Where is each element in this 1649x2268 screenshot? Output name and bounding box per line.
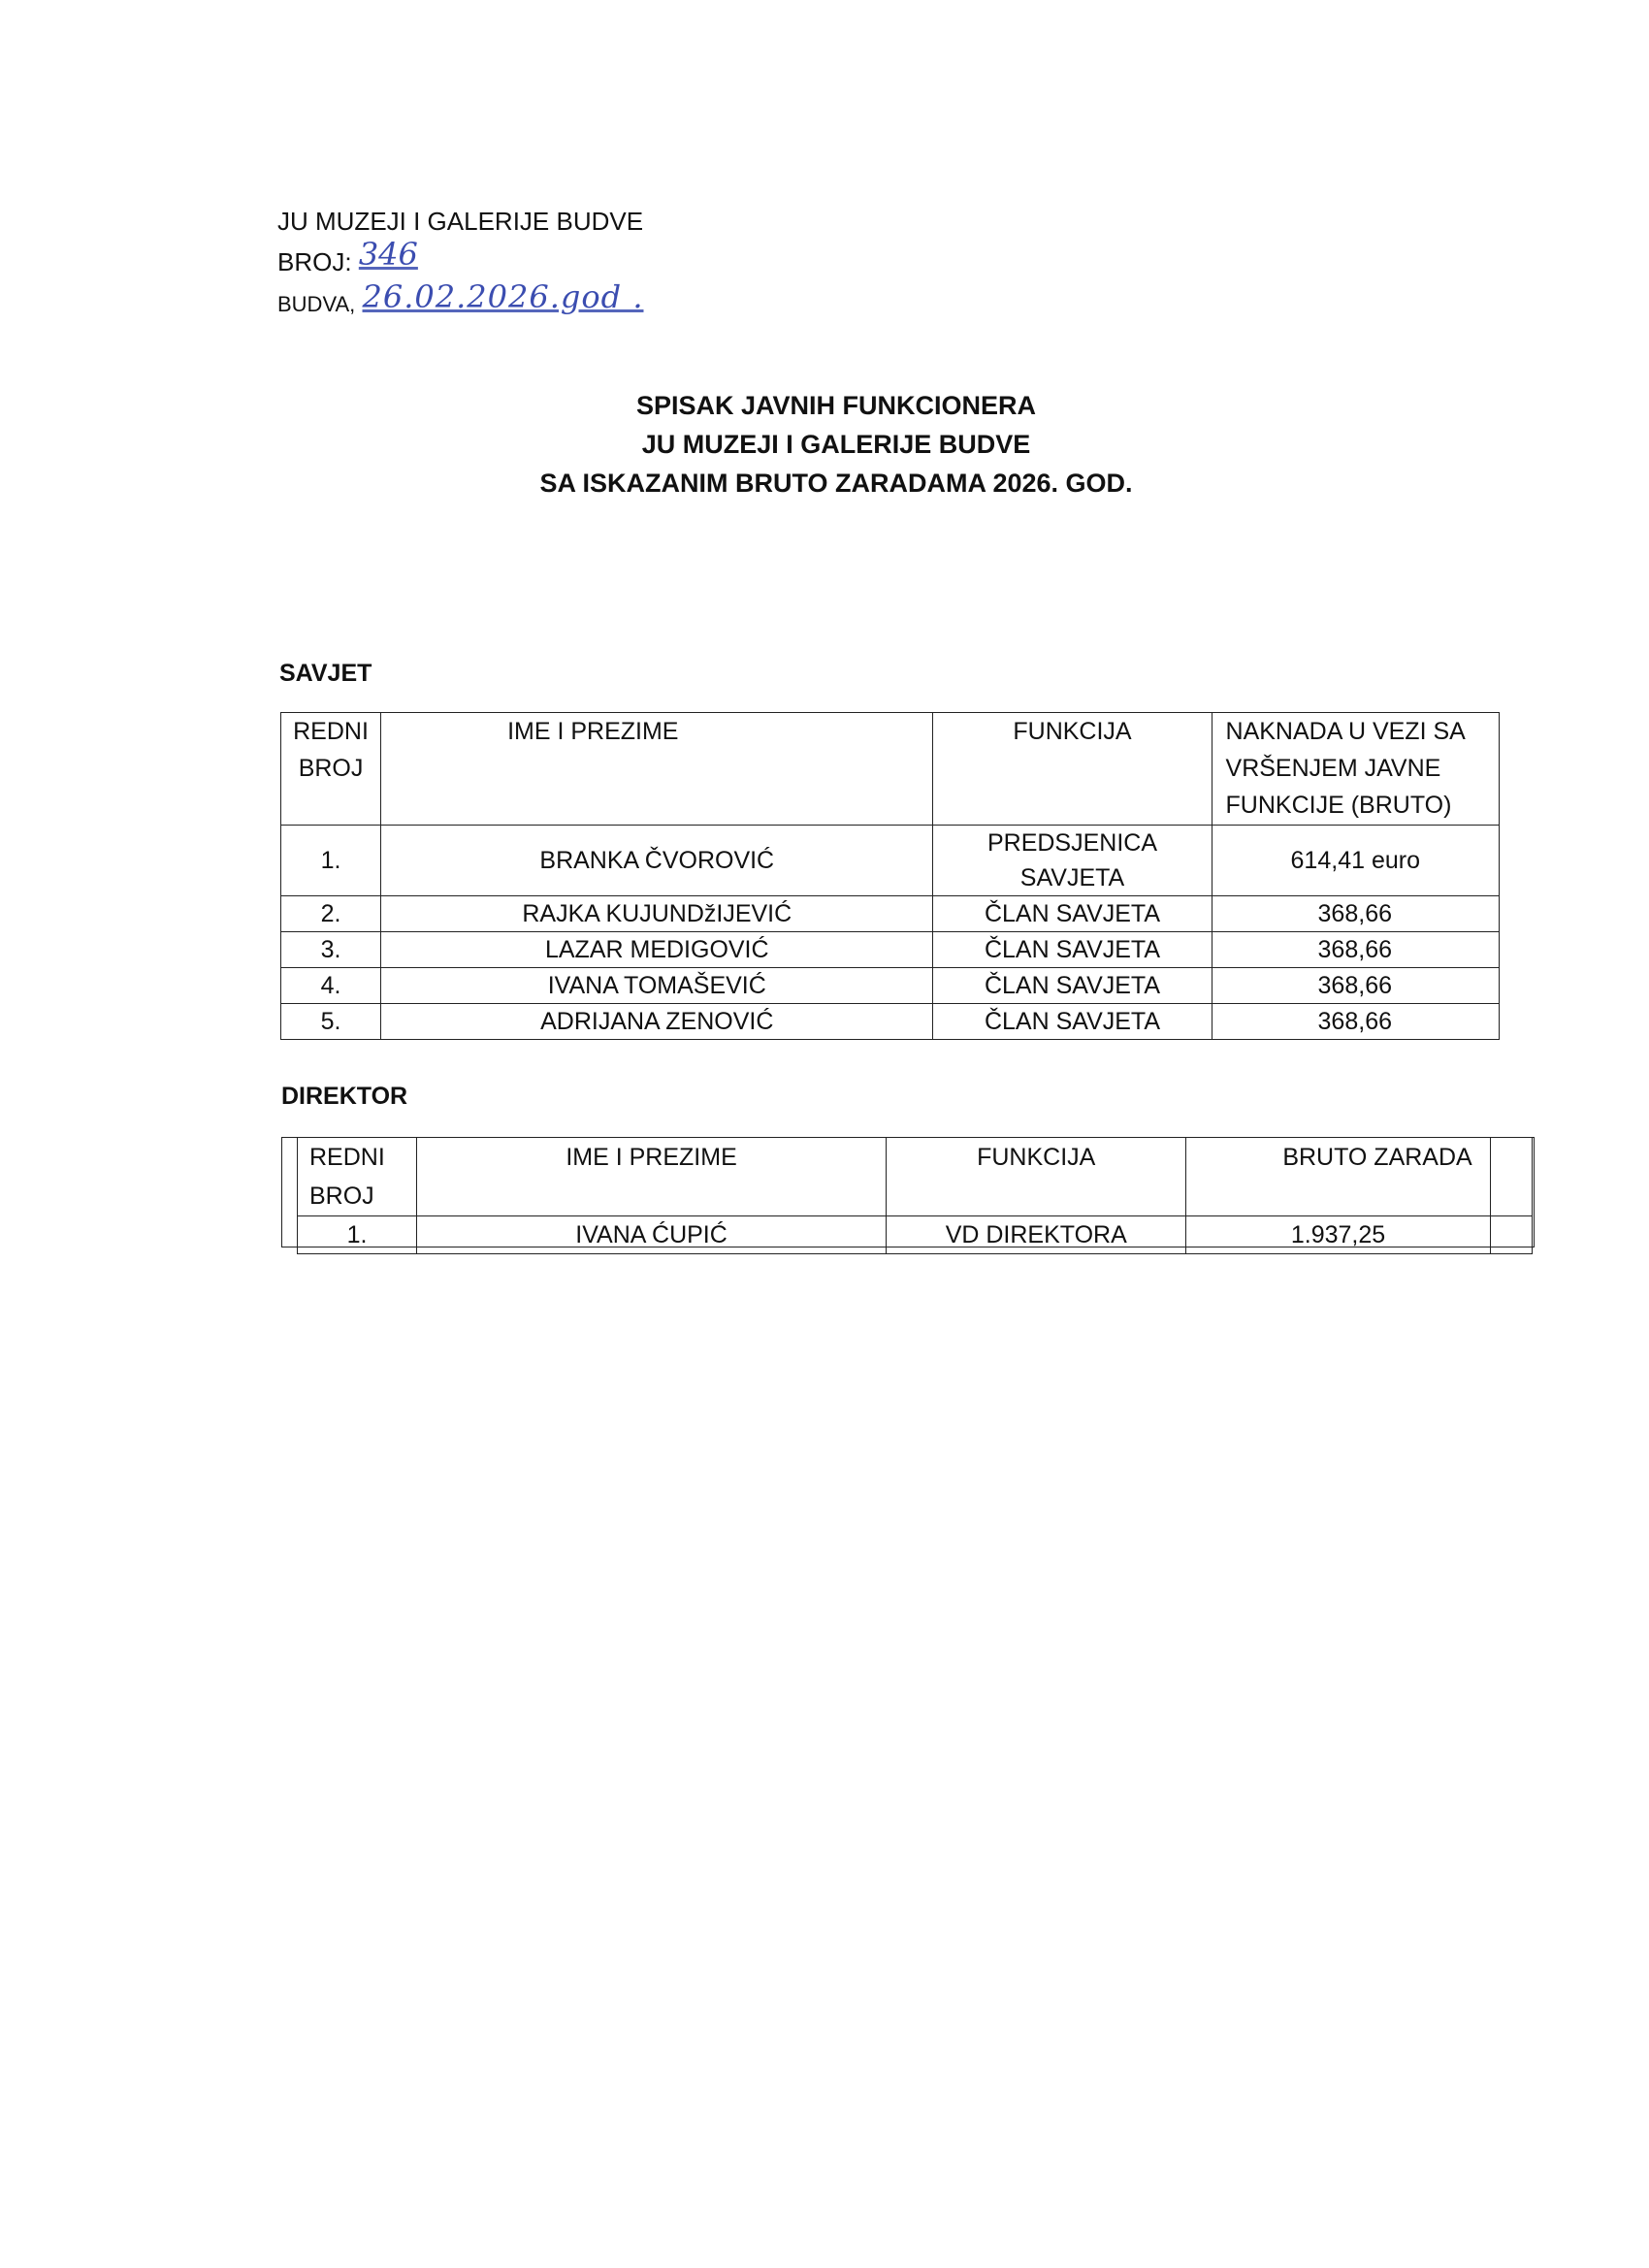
place-date-line (277, 278, 644, 324)
cell-broj: 1. (298, 1216, 417, 1254)
cell-ime: RAJKA KUJUNDžIJEVIĆ (381, 896, 933, 932)
cell-broj: 2. (281, 896, 381, 932)
header-text: FUNKCIJA (1013, 718, 1132, 745)
table-row (281, 1004, 1500, 1040)
savjet-table (280, 712, 1500, 1040)
cell-iznos: 614,41 euro (1212, 826, 1499, 896)
title-line-3: SA ISKAZANIM BRUTO ZARADAMA 2026. GOD. (539, 469, 1133, 498)
column-header-redni-broj (298, 1138, 417, 1216)
cell-broj: 5. (281, 1004, 381, 1040)
cell-ime: ADRIJANA ZENOVIĆ (381, 1004, 933, 1040)
column-header-empty (1490, 1138, 1532, 1216)
header-text: BRUTO ZARADA (1282, 1144, 1472, 1171)
header-text: BROJ (298, 755, 364, 782)
place-label: BUDVA, (277, 292, 356, 316)
title-line-2: JU MUZEJI I GALERIJE BUDVE (641, 430, 1031, 459)
header-text: FUNKCIJA (977, 1144, 1096, 1171)
title-line-1: SPISAK JAVNIH FUNKCIONERA (635, 391, 1037, 420)
direktor-table (297, 1137, 1533, 1254)
table-row (298, 1216, 1533, 1254)
table-row (281, 968, 1500, 1004)
column-header-redni-broj (281, 713, 381, 826)
cell-ime: IVANA TOMAŠEVIĆ (381, 968, 933, 1004)
broj-label: BROJ: (277, 247, 352, 276)
section-label-savjet: SAVJET (279, 660, 372, 687)
cell-iznos: 368,66 (1212, 1004, 1499, 1040)
reference-number-line (277, 236, 643, 281)
cell-iznos: 368,66 (1212, 968, 1499, 1004)
cell-funkcija: ČLAN SAVJETA (933, 932, 1212, 968)
cell-iznos: 1.937,25 (1186, 1216, 1490, 1254)
header-text: VRŠENJEM JAVNE (1225, 755, 1441, 782)
header-text: IME I PREZIME (566, 1144, 737, 1171)
cell-funkcija: ČLAN SAVJETA (933, 1004, 1212, 1040)
column-header-ime (417, 1138, 887, 1216)
cell-broj: 4. (281, 968, 381, 1004)
column-header-naknada (1212, 713, 1499, 826)
section-label-direktor: DIREKTOR (281, 1083, 408, 1110)
column-header-funkcija (887, 1138, 1186, 1216)
header-text: IME I PREZIME (507, 718, 679, 745)
cell-ime: LAZAR MEDIGOVIĆ (381, 932, 933, 968)
column-header-bruto (1186, 1138, 1490, 1216)
header-text: REDNI (293, 718, 369, 745)
cell-broj: 3. (281, 932, 381, 968)
cell-ime: IVANA ĆUPIĆ (417, 1216, 887, 1254)
date-value: 26.02.2026.god . (362, 278, 644, 315)
cell-funkcija: ČLAN SAVJETA (933, 968, 1212, 1004)
cell-iznos: 368,66 (1212, 896, 1499, 932)
cell-ime: BRANKA ČVOROVIĆ (381, 826, 933, 896)
header-text: FUNKCIJE (BRUTO) (1225, 792, 1452, 819)
cell-funkcija: ČLAN SAVJETA (933, 896, 1212, 932)
document-title (0, 386, 1649, 502)
document-header (277, 202, 643, 324)
cell-funkcija: PREDSJENICA SAVJETA (933, 826, 1212, 896)
table-header-row (298, 1138, 1533, 1216)
header-text: NAKNADA U VEZI SA (1225, 718, 1466, 745)
cell-iznos: 368,66 (1212, 932, 1499, 968)
cell-empty (1490, 1216, 1532, 1254)
institution-name: JU MUZEJI I GALERIJE BUDVE (277, 207, 644, 236)
cell-funkcija: VD DIREKTORA (887, 1216, 1186, 1254)
column-header-funkcija (933, 713, 1212, 826)
header-text: BROJ (309, 1183, 374, 1210)
broj-value: 346 (358, 236, 418, 273)
table-row (281, 932, 1500, 968)
column-header-ime (381, 713, 933, 826)
table-row (281, 826, 1500, 896)
cell-broj: 1. (281, 826, 381, 896)
table-row (281, 896, 1500, 932)
header-text: REDNI (309, 1144, 385, 1171)
table-header-row (281, 713, 1500, 826)
